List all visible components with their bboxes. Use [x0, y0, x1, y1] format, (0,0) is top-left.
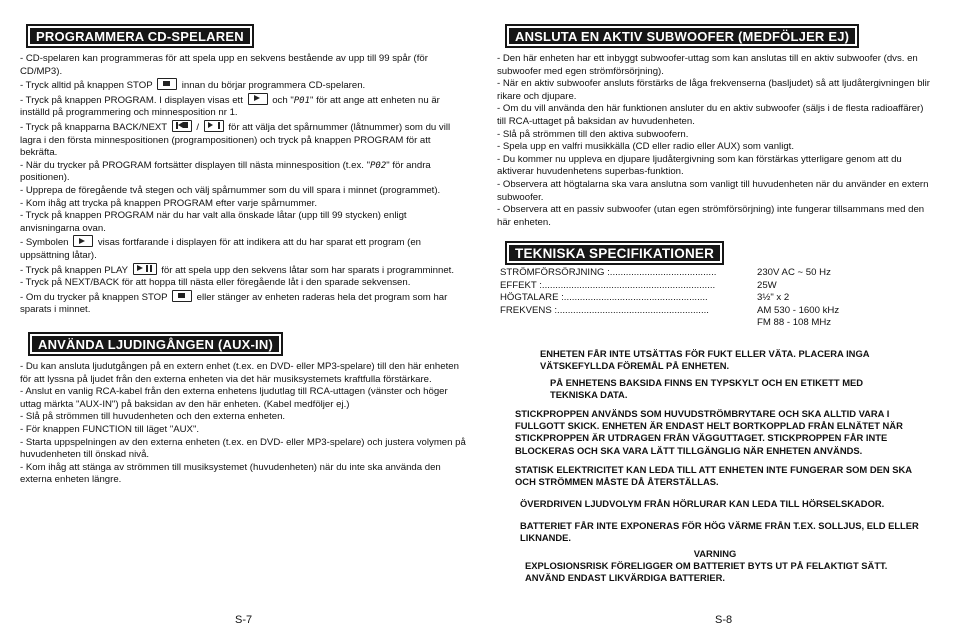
- item-text: visas fortfarande i displayen för att indikera att du har sparat ett program (en uppsättning låtar).: [20, 237, 422, 261]
- list-item: - När en aktiv subwoofer ansluts förstärks de låga frekvenserna (basljudet) så att ljudåtergivningen blir rikare och djupare.: [497, 78, 931, 102]
- final-warning-heading: VARNING: [693, 548, 737, 559]
- item-text: - Tryck alltid på knappen STOP: [20, 80, 156, 92]
- page-number: S-7: [235, 614, 253, 626]
- spec-key: STRÖMFÖRSÖRJNING :........................................: [500, 267, 717, 278]
- warning-battery-heat: BATTERIET FÅR INTE EXPONERAS FÖR HÖG VÄRME FRÅN T.EX. SOLLJUS, ELD ELLER LIKNANDE.: [520, 520, 919, 544]
- prev-icon: [172, 120, 192, 132]
- spec-value: 3½" x 2: [757, 292, 790, 304]
- spec-key: EFFEKT :.................................................................: [500, 279, 716, 291]
- section-title-specifications: TEKNISKA SPECIFIKATIONER: [505, 241, 724, 265]
- item-text: och ": [269, 94, 294, 106]
- spec-row: [500, 280, 930, 293]
- play-icon: [73, 235, 93, 247]
- list-item: [20, 93, 468, 120]
- item-text: för att spela upp den sekvens låtar som har sparats i programminnet.: [158, 264, 454, 276]
- spec-row: [500, 317, 930, 330]
- list-item: - Du kan ansluta ljudutgången på en extern enhet (t.ex. en DVD- eller MP3-spelare) till den här enheten för att lyssna på ljudet från den externa enheten via det här musiksystemets kraftfulla förstärkare.: [20, 361, 459, 385]
- item-text: - Tryck på knapparna BACK/NEXT: [20, 121, 170, 133]
- spec-value: 25W: [757, 279, 777, 291]
- list-item: [20, 290, 468, 317]
- next-icon: [204, 120, 224, 132]
- list-item: [20, 160, 468, 185]
- spec-row: [500, 305, 930, 318]
- programmera-instructions-list: [20, 53, 468, 317]
- item-text: " för andra positionen).: [20, 159, 431, 184]
- item-text: - Upprepa de föregående två stegen och välj spårnummer som du vill spara i minnet (programmet).: [20, 184, 441, 196]
- item-text: /: [193, 121, 202, 133]
- warning-static: STATISK ELEKTRICITET KAN LEDA TILL ATT ENHETEN INTE FUNGERAR SOM DEN SKA OCH STRÖMMEN MÅSTE DÅ ÅTERSTÄLLAS.: [515, 464, 912, 488]
- item-text: - CD-spelaren kan programmeras för att spela upp en sekvens bestående av upp till 99 spår (för CD/MP3).: [20, 53, 428, 77]
- list-item: [20, 198, 468, 211]
- item-text: - Tryck på knappen PLAY: [20, 264, 131, 276]
- spec-key: HÖGTALARE :......................................................: [500, 292, 708, 304]
- list-item: - Anslut en vanlig RCA-kabel från den externa enhetens ljudutlag till RCA-uttagen (vänster och höger uttag märkta "AUX-IN") på baksidan av den här enheten. (Kabel medföljer ej.): [20, 386, 448, 410]
- list-item: - Du kommer nu uppleva en djupare ljudåtergivning som kan förstärkas ytterligare genom att du aktiverar huvudenhetens superbas-funktion.: [497, 153, 902, 178]
- list-item: [20, 120, 468, 160]
- list-item: - Observera att en passiv subwoofer (utan egen strömförsörjning) inte fungerar tillsammans med den här enheten.: [497, 204, 925, 228]
- item-text: eller stänger av enheten raderas hela det program som har sparats i minnet.: [20, 291, 448, 316]
- spec-row: [500, 292, 930, 305]
- stop-icon: [157, 78, 177, 90]
- display-code: P01: [293, 95, 311, 106]
- aux-in-instructions-list: [20, 361, 468, 487]
- stop-icon: [172, 290, 192, 302]
- final-warning-text: EXPLOSIONSRISK FÖRELIGGER OM BATTERIET BYTS UT PÅ FELAKTIGT SÄTT. ANVÄND ENDAST LIKVÄRDIGA BATTERIER.: [525, 560, 888, 584]
- item-text: " för att ange att enheten nu är inställd på programmering och minnesposition nr 1.: [20, 94, 440, 119]
- item-text: - Tryck på NEXT/BACK för att hoppa till nästa eller föregående låt i den sparade sekvensen.: [20, 277, 411, 289]
- spec-value: 230V AC ~ 50 Hz: [757, 267, 831, 278]
- list-item: - Spela upp en valfri musikkälla (CD eller radio eller AUX) som vanligt.: [497, 141, 794, 153]
- list-item: [20, 210, 468, 235]
- warning-plug: STICKPROPPEN ANVÄNDS SOM HUVUDSTRÖMBRYTARE OCH SKA ALLTID VARA I FULLGOTT SKICK. ENHETEN ÄR ENDAST HELT BORTKOPPLAD FRÅN ELNÄTET NÄR STICKPROPPEN ÄR UTDRAGEN FRÅN VÄGGUTTAGET. STICKPROPPEN FÅR INTE BLOCKERAS OCH SKA VARA LÄTT TILLGÄNGLIG NÄR ENHETEN ANVÄNDS.: [515, 408, 903, 456]
- list-item: - Den här enheten har ett inbyggt subwoofer-uttag som kan anslutas till en aktiv subwoofer (dvs. en subwoofer med egen strömförsörjning).: [497, 53, 918, 77]
- subwoofer-instructions-list: [497, 53, 935, 229]
- list-item: [20, 263, 468, 278]
- item-text: för att välja det spårnummer (låtnummer) som du vill lagra i den första minnespositionen (programpositionen) och tryck på knappen PROGRAM för att bekräfta.: [20, 121, 451, 159]
- list-item: - För knappen FUNCTION till läget "AUX".: [20, 423, 200, 435]
- list-item: - Slå på strömmen till huvudenheten och den externa enheten.: [20, 411, 286, 423]
- list-item: - Starta uppspelningen av den externa enheten (t.ex. en DVD- eller MP3-spelare) och justera volymen på huvudenheten till önskad nivå.: [20, 436, 466, 461]
- list-item: [20, 185, 468, 198]
- section-title-aux-in: ANVÄNDA LJUDINGÅNGEN (AUX-IN): [28, 332, 283, 356]
- spec-value: AM 530 - 1600 kHz: [757, 304, 840, 316]
- list-item: [20, 277, 468, 290]
- section-title-programmera: PROGRAMMERA CD-SPELAREN: [26, 24, 254, 48]
- item-text: - Kom ihåg att trycka på knappen PROGRAM efter varje spårnummer.: [20, 197, 317, 209]
- list-item: - Om du vill använda den här funktionen ansluter du en aktiv subwoofer (säljs i de flesta radioaffärer) till RCA-uttaget på baksidan av huvudenheten.: [497, 103, 924, 127]
- play-pause-icon: [133, 263, 157, 275]
- warning-type-label: PÅ ENHETENS BAKSIDA FINNS EN TYPSKYLT OCH EN ETIKETT MED TEKNISKA DATA.: [550, 377, 864, 401]
- list-item: [20, 78, 468, 93]
- list-item: - Observera att högtalarna ska vara anslutna som vanligt till huvudenheten när du använder en extern subwoofer.: [497, 178, 929, 203]
- spec-key: FREKVENS :.........................................................: [500, 304, 709, 316]
- list-item: - Slå på strömmen till den aktiva subwoofern.: [497, 128, 689, 140]
- specifications-table: [500, 267, 930, 330]
- list-item: [20, 235, 468, 262]
- warning-moisture: ENHETEN FÅR INTE UTSÄTTAS FÖR FUKT ELLER VÄTA. PLACERA INGA VÄTSKEFYLLDA FÖREMÅL PÅ ENHETEN.: [540, 348, 870, 372]
- section-title-subwoofer: ANSLUTA EN AKTIV SUBWOOFER (MEDFÖLJER EJ): [505, 24, 859, 48]
- list-item: - Kom ihåg att stänga av strömmen till musiksystemet (huvudenheten) när du inte ska använda den externa enheten längre.: [20, 461, 441, 486]
- warning-headphones: ÖVERDRIVEN LJUDVOLYM FRÅN HÖRLURAR KAN LEDA TILL HÖRSELSKADOR.: [520, 498, 885, 509]
- play-icon: [248, 93, 268, 105]
- spec-row: [500, 267, 930, 280]
- item-text: - När du trycker på PROGRAM fortsätter displayen till nästa minnesposition (t.ex. ": [20, 159, 370, 171]
- spec-value: FM 88 - 108 MHz: [757, 317, 832, 329]
- item-text: - Om du trycker på knappen STOP: [20, 291, 171, 303]
- display-code: P02: [369, 160, 387, 171]
- item-text: innan du börjar programmera CD-spelaren.: [179, 80, 366, 92]
- list-item: [20, 53, 468, 78]
- item-text: - Symbolen: [20, 237, 72, 249]
- item-text: - Tryck på knappen PROGRAM. I displayen visas ett: [20, 94, 246, 106]
- page-number: S-8: [715, 614, 733, 626]
- item-text: - Tryck på knappen PROGRAM när du har valt alla önskade låtar (upp till 99 stycken) enligt anvisningarna ovan.: [20, 210, 407, 234]
